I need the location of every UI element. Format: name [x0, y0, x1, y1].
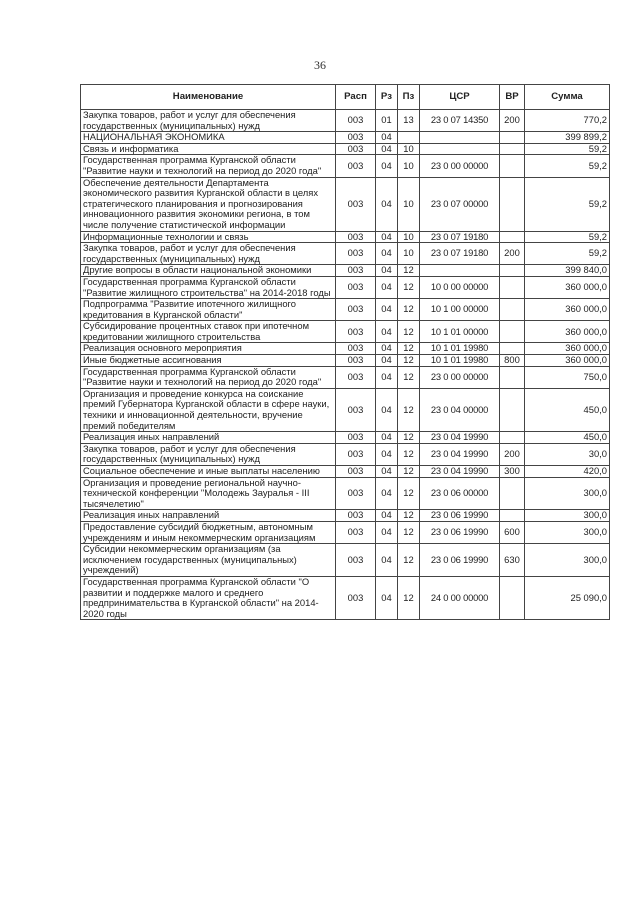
header-name: Наименование	[81, 85, 336, 110]
cell-rz: 04	[376, 477, 398, 510]
cell-sum: 300,0	[525, 521, 610, 543]
cell-vr	[500, 265, 525, 277]
cell-rz: 04	[376, 388, 398, 431]
cell-rasp: 003	[336, 155, 376, 177]
cell-pz: 12	[398, 388, 420, 431]
table-row	[81, 521, 610, 543]
cell-sum: 770,2	[525, 110, 610, 132]
cell-sum: 750,0	[525, 366, 610, 388]
cell-pz: 10	[398, 177, 420, 231]
table-row	[81, 388, 610, 431]
header-sum: Сумма	[525, 85, 610, 110]
cell-rasp: 003	[336, 231, 376, 243]
table-row	[81, 355, 610, 367]
table-row	[81, 477, 610, 510]
cell-name: Иные бюджетные ассигнования	[81, 355, 336, 367]
cell-sum: 399 899,2	[525, 132, 610, 144]
cell-rasp: 003	[336, 510, 376, 522]
cell-rasp: 003	[336, 521, 376, 543]
cell-rasp: 003	[336, 576, 376, 619]
cell-vr	[500, 343, 525, 355]
table-row	[81, 466, 610, 478]
cell-pz: 12	[398, 521, 420, 543]
header-pz: Пз	[398, 85, 420, 110]
table-row	[81, 321, 610, 343]
cell-vr: 800	[500, 355, 525, 367]
cell-rz: 04	[376, 521, 398, 543]
cell-name: Реализация основного мероприятия	[81, 343, 336, 355]
cell-vr: 300	[500, 466, 525, 478]
cell-name: Государственная программа Курганской области "Развитие науки и технологий на период до 2020 года"	[81, 155, 336, 177]
cell-rz: 04	[376, 443, 398, 465]
cell-rasp: 003	[336, 177, 376, 231]
cell-rasp: 003	[336, 355, 376, 367]
cell-pz: 12	[398, 265, 420, 277]
cell-csr: 23 0 04 19990	[420, 432, 500, 444]
cell-name: Другие вопросы в области национальной экономики	[81, 265, 336, 277]
cell-sum: 30,0	[525, 443, 610, 465]
cell-pz: 12	[398, 366, 420, 388]
header-vr: ВР	[500, 85, 525, 110]
table-header-row	[81, 85, 610, 110]
cell-rz: 04	[376, 299, 398, 321]
cell-name: Организация и проведение региональной научно-технической конференции "Молодежь Зауралья - III тысячелетию"	[81, 477, 336, 510]
cell-rasp: 003	[336, 132, 376, 144]
cell-vr	[500, 432, 525, 444]
cell-csr: 23 0 00 00000	[420, 155, 500, 177]
cell-csr: 23 0 07 00000	[420, 177, 500, 231]
cell-rz: 04	[376, 132, 398, 144]
cell-sum: 360 000,0	[525, 343, 610, 355]
cell-pz: 12	[398, 510, 420, 522]
cell-pz: 12	[398, 443, 420, 465]
cell-csr: 23 0 04 19990	[420, 443, 500, 465]
cell-name: Обеспечение деятельности Департамента экономического развития Курганской области в целях стратегического планирования и прогнозирования инновационного развития экономики региона, в том числе получение статистической информации	[81, 177, 336, 231]
cell-vr	[500, 366, 525, 388]
cell-pz: 12	[398, 544, 420, 577]
header-rasp: Расп	[336, 85, 376, 110]
cell-vr	[500, 155, 525, 177]
cell-rz: 04	[376, 466, 398, 478]
table-row	[81, 343, 610, 355]
table-row	[81, 276, 610, 298]
cell-pz	[398, 132, 420, 144]
cell-pz: 12	[398, 276, 420, 298]
cell-rasp: 003	[336, 443, 376, 465]
cell-csr: 23 0 06 19990	[420, 544, 500, 577]
cell-name: Субсидии некоммерческим организациям (за исключением государственных (муниципальных) учреждений)	[81, 544, 336, 577]
cell-sum: 59,2	[525, 143, 610, 155]
cell-pz: 12	[398, 343, 420, 355]
cell-rz: 04	[376, 265, 398, 277]
cell-csr: 23 0 07 14350	[420, 110, 500, 132]
cell-csr	[420, 265, 500, 277]
cell-sum: 360 000,0	[525, 299, 610, 321]
cell-rz: 04	[376, 231, 398, 243]
cell-csr: 10 1 01 19980	[420, 355, 500, 367]
table-row	[81, 231, 610, 243]
cell-name: Организация и проведение конкурса на соискание премий Губернатора Курганской области в сфере науки, техники и инновационной деятельности, вручение премий победителям	[81, 388, 336, 431]
table-row	[81, 132, 610, 144]
cell-sum: 360 000,0	[525, 276, 610, 298]
cell-name: Субсидирование процентных ставок при ипотечном кредитовании жилищного строительства	[81, 321, 336, 343]
cell-vr	[500, 510, 525, 522]
cell-sum: 59,2	[525, 243, 610, 265]
cell-vr: 200	[500, 243, 525, 265]
cell-rz: 04	[376, 343, 398, 355]
cell-pz: 12	[398, 466, 420, 478]
cell-rz: 04	[376, 576, 398, 619]
table-row	[81, 110, 610, 132]
table-row	[81, 155, 610, 177]
table-row	[81, 366, 610, 388]
table-row	[81, 177, 610, 231]
cell-sum: 300,0	[525, 477, 610, 510]
table-row	[81, 299, 610, 321]
cell-sum: 300,0	[525, 544, 610, 577]
cell-rz: 04	[376, 155, 398, 177]
cell-pz: 10	[398, 143, 420, 155]
cell-name: Информационные технологии и связь	[81, 231, 336, 243]
cell-rz: 04	[376, 177, 398, 231]
cell-rz: 04	[376, 276, 398, 298]
cell-pz: 10	[398, 155, 420, 177]
cell-csr: 23 0 07 19180	[420, 243, 500, 265]
cell-vr: 600	[500, 521, 525, 543]
cell-csr: 23 0 06 19990	[420, 521, 500, 543]
cell-rasp: 003	[336, 265, 376, 277]
cell-rz: 01	[376, 110, 398, 132]
cell-vr	[500, 477, 525, 510]
cell-rasp: 003	[336, 276, 376, 298]
cell-vr	[500, 299, 525, 321]
cell-name: НАЦИОНАЛЬНАЯ ЭКОНОМИКА	[81, 132, 336, 144]
cell-rz: 04	[376, 544, 398, 577]
cell-name: Государственная программа Курганской области "Развитие жилищного строительства" на 2014-2018 годы	[81, 276, 336, 298]
cell-sum: 59,2	[525, 155, 610, 177]
cell-pz: 10	[398, 243, 420, 265]
cell-csr: 24 0 00 00000	[420, 576, 500, 619]
header-rz: Рз	[376, 85, 398, 110]
table-row	[81, 143, 610, 155]
cell-rz: 04	[376, 143, 398, 155]
cell-rz: 04	[376, 321, 398, 343]
cell-rz: 04	[376, 355, 398, 367]
cell-rasp: 003	[336, 321, 376, 343]
cell-name: Закупка товаров, работ и услуг для обеспечения государственных (муниципальных) нужд	[81, 110, 336, 132]
cell-rasp: 003	[336, 432, 376, 444]
cell-pz: 12	[398, 355, 420, 367]
cell-vr	[500, 321, 525, 343]
cell-vr	[500, 231, 525, 243]
cell-pz: 12	[398, 299, 420, 321]
cell-name: Реализация иных направлений	[81, 432, 336, 444]
cell-pz: 10	[398, 231, 420, 243]
cell-pz: 12	[398, 321, 420, 343]
cell-vr	[500, 143, 525, 155]
cell-rasp: 003	[336, 388, 376, 431]
cell-rz: 04	[376, 432, 398, 444]
cell-rasp: 003	[336, 110, 376, 132]
cell-sum: 360 000,0	[525, 355, 610, 367]
cell-rz: 04	[376, 510, 398, 522]
cell-vr	[500, 177, 525, 231]
cell-csr: 23 0 04 19990	[420, 466, 500, 478]
cell-rz: 04	[376, 366, 398, 388]
cell-vr	[500, 132, 525, 144]
cell-sum: 59,2	[525, 177, 610, 231]
table-row	[81, 544, 610, 577]
cell-sum: 25 090,0	[525, 576, 610, 619]
cell-csr: 10 0 00 00000	[420, 276, 500, 298]
cell-csr: 23 0 04 00000	[420, 388, 500, 431]
page-number: 36	[314, 58, 326, 72]
table-row	[81, 510, 610, 522]
table-row	[81, 576, 610, 619]
table-row	[81, 432, 610, 444]
cell-rasp: 003	[336, 466, 376, 478]
cell-sum: 450,0	[525, 432, 610, 444]
cell-sum: 360 000,0	[525, 321, 610, 343]
cell-rasp: 003	[336, 544, 376, 577]
table-row	[81, 443, 610, 465]
cell-csr: 23 0 07 19180	[420, 231, 500, 243]
cell-sum: 399 840,0	[525, 265, 610, 277]
cell-name: Реализация иных направлений	[81, 510, 336, 522]
cell-rasp: 003	[336, 299, 376, 321]
cell-rasp: 003	[336, 143, 376, 155]
cell-rasp: 003	[336, 243, 376, 265]
cell-csr: 23 0 00 00000	[420, 366, 500, 388]
cell-sum: 59,2	[525, 231, 610, 243]
cell-csr	[420, 143, 500, 155]
cell-sum: 450,0	[525, 388, 610, 431]
cell-vr: 200	[500, 443, 525, 465]
cell-vr	[500, 276, 525, 298]
cell-rasp: 003	[336, 366, 376, 388]
cell-pz: 12	[398, 432, 420, 444]
cell-rz: 04	[376, 243, 398, 265]
cell-csr: 10 1 01 00000	[420, 321, 500, 343]
table-row	[81, 243, 610, 265]
cell-sum: 420,0	[525, 466, 610, 478]
cell-pz: 12	[398, 477, 420, 510]
cell-csr: 23 0 06 00000	[420, 477, 500, 510]
cell-pz: 12	[398, 576, 420, 619]
cell-vr: 200	[500, 110, 525, 132]
cell-name: Закупка товаров, работ и услуг для обеспечения государственных (муниципальных) нужд	[81, 443, 336, 465]
cell-rasp: 003	[336, 343, 376, 355]
cell-name: Связь и информатика	[81, 143, 336, 155]
header-csr: ЦСР	[420, 85, 500, 110]
table-row	[81, 265, 610, 277]
cell-csr: 10 1 01 19980	[420, 343, 500, 355]
cell-csr	[420, 132, 500, 144]
cell-rasp: 003	[336, 477, 376, 510]
cell-sum: 300,0	[525, 510, 610, 522]
cell-vr	[500, 388, 525, 431]
cell-csr: 23 0 06 19990	[420, 510, 500, 522]
cell-csr: 10 1 00 00000	[420, 299, 500, 321]
cell-name: Подпрограмма "Развитие ипотечного жилищного кредитования в Курганской области"	[81, 299, 336, 321]
budget-table	[80, 84, 610, 620]
cell-pz: 13	[398, 110, 420, 132]
cell-name: Социальное обеспечение и иные выплаты населению	[81, 466, 336, 478]
cell-vr: 630	[500, 544, 525, 577]
cell-name: Государственная программа Курганской области "О развитии и поддержке малого и среднего предпринимательства в Курганской области" на 2014-2020 годы	[81, 576, 336, 619]
cell-name: Закупка товаров, работ и услуг для обеспечения государственных (муниципальных) нужд	[81, 243, 336, 265]
cell-name: Государственная программа Курганской области "Развитие науки и технологий на период до 2020 года"	[81, 366, 336, 388]
cell-vr	[500, 576, 525, 619]
cell-name: Предоставление субсидий бюджетным, автономным учреждениям и иным некоммерческим организациям	[81, 521, 336, 543]
